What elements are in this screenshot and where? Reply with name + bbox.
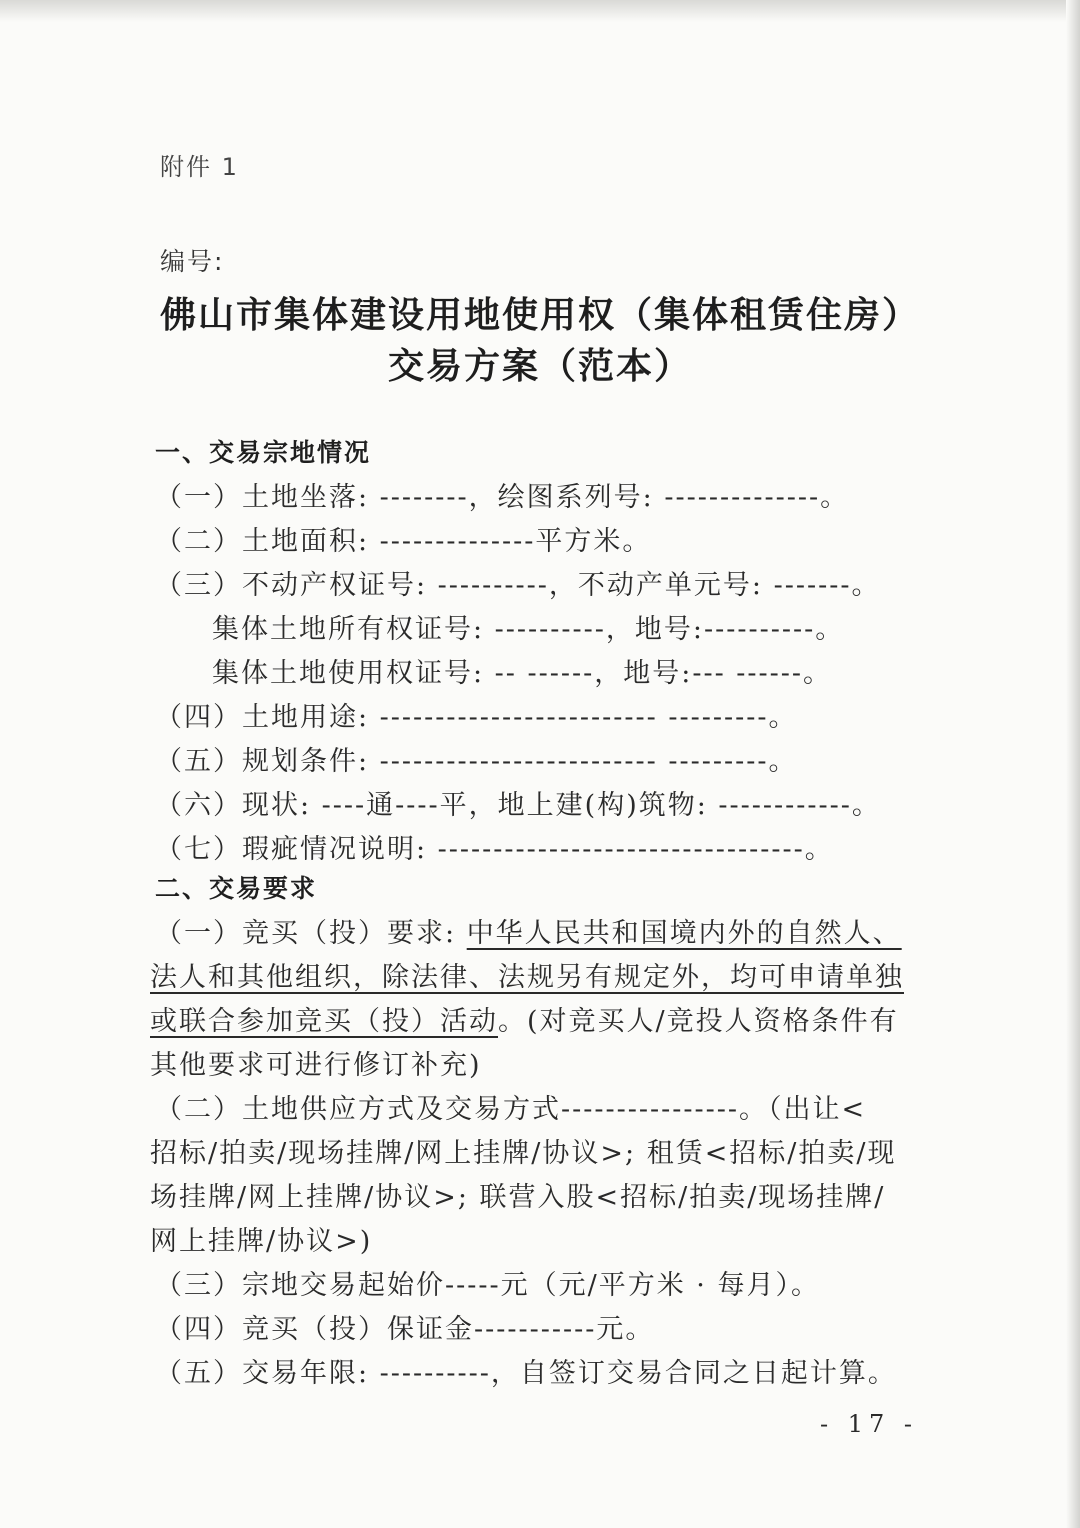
- requirement-1-line-1: [155, 917, 902, 951]
- requirement-2-line-4: 网上挂牌/协议>): [150, 1226, 373, 1257]
- attachment-label: 附件 1: [160, 153, 239, 181]
- requirement-5: （五）交易年限: ----------，自签订交易合同之日起计算。: [155, 1358, 897, 1389]
- requirement-1-prefix: （一）竞买（投）要求:: [155, 918, 467, 949]
- requirement-1-line-3: [150, 1005, 899, 1039]
- requirement-2-line-2: 招标/拍卖/现场挂牌/网上挂牌/协议>; 租赁<招标/拍卖/现: [150, 1138, 897, 1169]
- requirement-4: （四）竞买（投）保证金-----------元。: [155, 1314, 655, 1345]
- section-1-item-3a: 集体土地所有权证号: ----------，地号:----------。: [212, 614, 845, 645]
- requirement-1-line-4: 其他要求可进行修订补充): [150, 1050, 482, 1081]
- section-1-item-2: （二）土地面积: --------------平方米。: [155, 526, 652, 557]
- section-1-item-1: （一）土地坐落: --------，绘图系列号: --------------。: [155, 482, 850, 513]
- section-1-item-3b: 集体土地使用权证号: -- ------，地号:--- ------。: [212, 658, 833, 689]
- requirement-3: （三）宗地交易起始价-----元（元/平方米 · 每月）。: [155, 1270, 820, 1301]
- document-title-line-1: 佛山市集体建设用地使用权（集体租赁住房）: [159, 294, 920, 336]
- requirement-1-line-2: [150, 961, 904, 995]
- section-1-heading: 一、交易宗地情况: [155, 438, 372, 467]
- requirement-2-line-1: （二）土地供应方式及交易方式----------------。（出让<: [155, 1094, 867, 1125]
- section-1-item-3: （三）不动产权证号: ----------，不动产单元号: -------。: [155, 570, 881, 601]
- requirement-1-suffix: 。(对竞买人/竞投人资格条件有: [498, 1006, 899, 1037]
- section-2-heading: 二、交易要求: [155, 874, 318, 903]
- document-title-line-2: 交易方案（范本）: [387, 345, 692, 387]
- requirement-1-underlined-3: 或联合参加竞买（投）活动: [150, 1006, 498, 1037]
- section-1-item-5: （五）规划条件: ------------------------- ---------。: [155, 746, 798, 777]
- scan-shadow-top: [0, 0, 1080, 22]
- section-1-item-7: （七）瑕疵情况说明: ---------------------------------。: [155, 834, 834, 865]
- requirement-2-line-3: 场挂牌/网上挂牌/协议>; 联营入股<招标/拍卖/现场挂牌/: [150, 1182, 886, 1213]
- section-1-item-6: （六）现状: ----通----平，地上建(构)筑物: ------------。: [155, 790, 881, 821]
- requirement-1-underlined-1: 中华人民共和国境内外的自然人、: [466, 918, 902, 949]
- requirement-1-underlined-2: 法人和其他组织，除法律、法规另有规定外，均可申请单独: [150, 962, 904, 993]
- page-number: - 17 -: [820, 1410, 919, 1438]
- number-label: 编号:: [160, 247, 225, 276]
- section-1-item-4: （四）土地用途: ------------------------- ---------。: [155, 702, 798, 733]
- scan-shadow-right: [1066, 0, 1080, 1528]
